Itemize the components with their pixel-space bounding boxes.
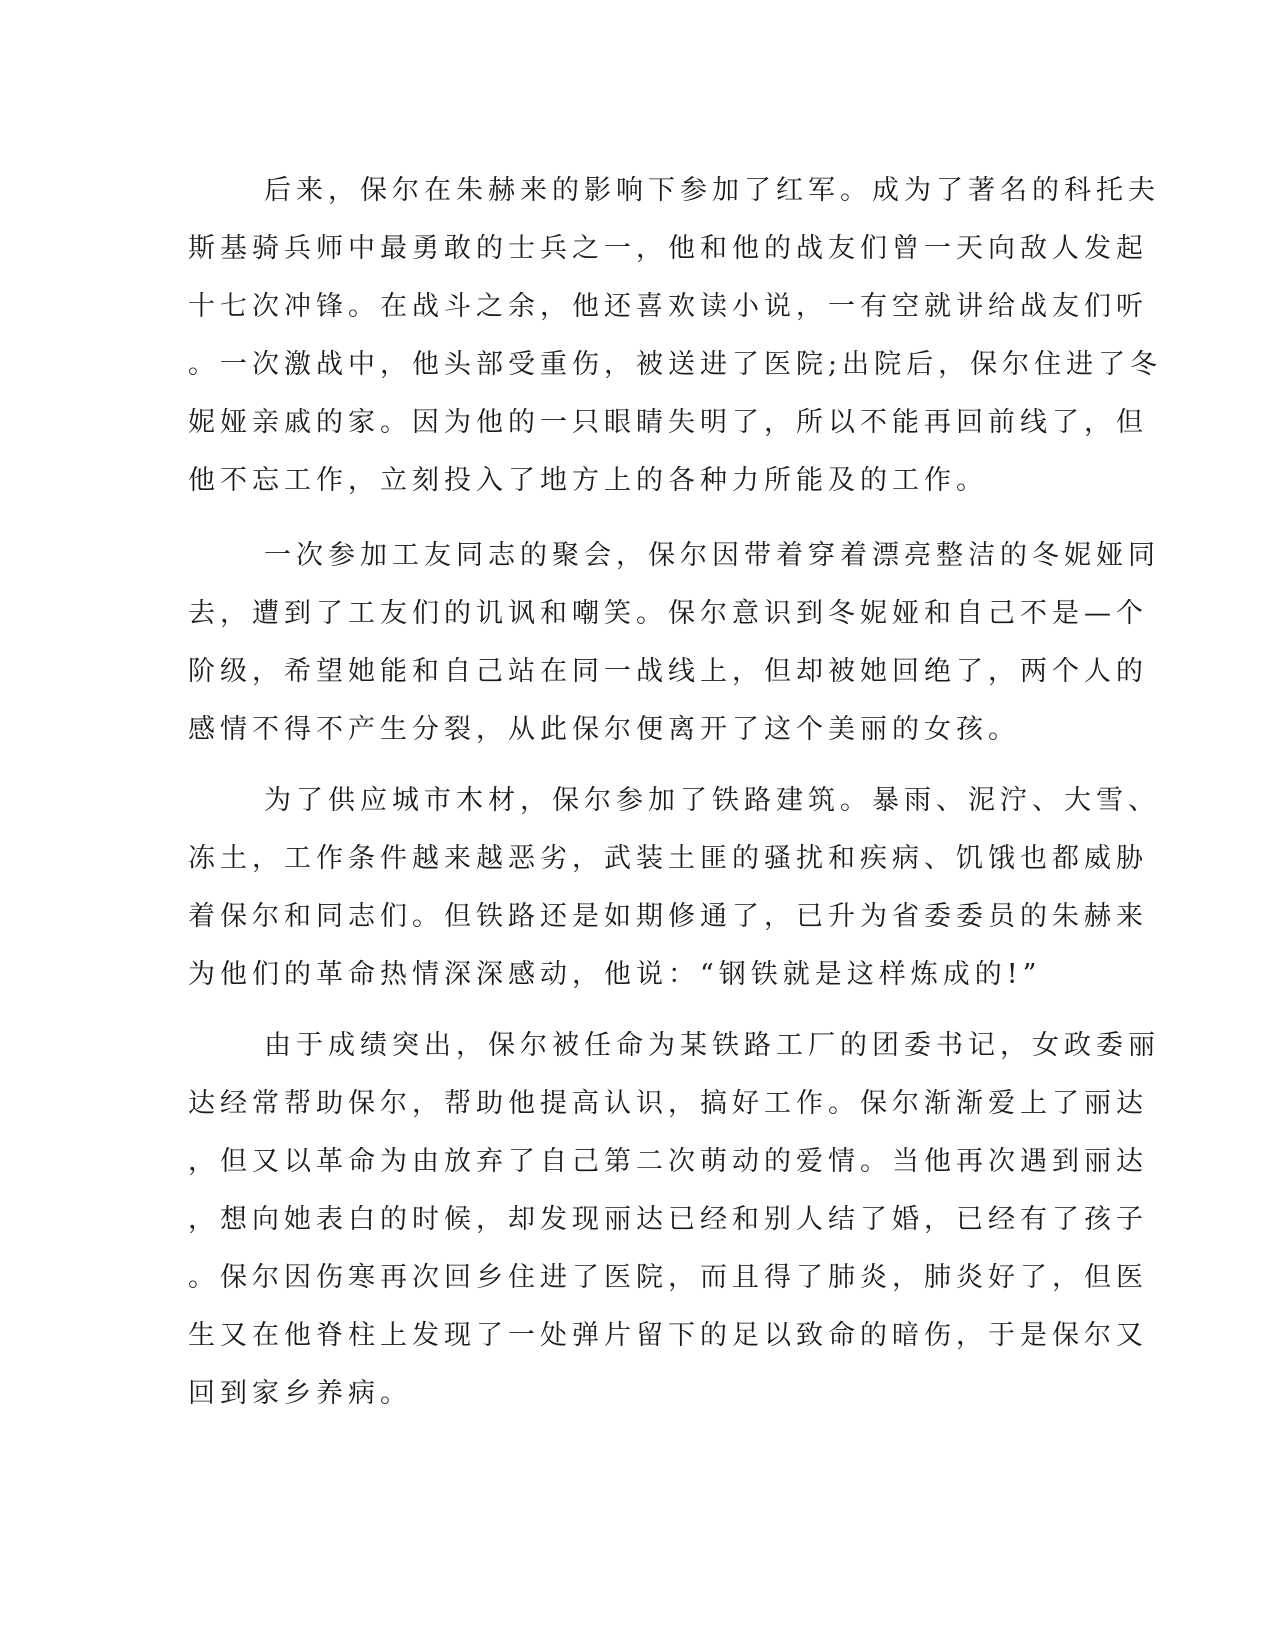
text-line: ，但又以革命为由放弃了自己第二次萌动的爱情。当他再次遇到丽达 xyxy=(188,1146,1148,1177)
paragraph-1 xyxy=(188,162,1163,510)
paragraph-4 xyxy=(188,1017,1160,1423)
text-line: 为他们的革命热情深深感动，他说：“钢铁就是这样炼成的!” xyxy=(188,959,1042,990)
text-line: 达经常帮助保尔，帮助他提高认识，搞好工作。保尔渐渐爱上了丽达 xyxy=(188,1088,1148,1119)
text-line: 着保尔和同志们。但铁路还是如期修通了，已升为省委委员的朱赫来 xyxy=(188,901,1148,932)
text-line: 去，遭到了工友们的讥讽和嘲笑。保尔意识到冬妮娅和自己不是—个 xyxy=(188,598,1148,629)
text-line: 。保尔因伤寒再次回乡住进了医院，而且得了肺炎，肺炎好了，但医 xyxy=(188,1262,1148,1293)
text-line: 。一次激战中，他头部受重伤，被送进了医院;出院后，保尔住进了冬 xyxy=(188,349,1163,380)
text-line: 回到家乡养病。 xyxy=(188,1378,412,1409)
text-line: 生又在他脊柱上发现了一处弹片留下的足以致命的暗伤，于是保尔又 xyxy=(188,1320,1148,1351)
text-line: ，想向她表白的时候，却发现丽达已经和别人结了婚，已经有了孩子 xyxy=(188,1204,1148,1235)
text-line: 冻土，工作条件越来越恶劣，武装土匪的骚扰和疾病、饥饿也都威胁 xyxy=(188,843,1148,874)
text-line: 感情不得不产生分裂，从此保尔便离开了这个美丽的女孩。 xyxy=(188,714,1020,745)
text-line: 斯基骑兵师中最勇敢的士兵之一，他和他的战友们曾一天向敌人发起 xyxy=(188,233,1148,264)
paragraph-3 xyxy=(188,772,1160,1004)
text-line: 为了供应城市木材，保尔参加了铁路建筑。暴雨、泥泞、大雪、 xyxy=(264,785,1160,816)
text-line: 他不忘工作，立刻投入了地方上的各种力所能及的工作。 xyxy=(188,465,988,496)
text-line: 后来，保尔在朱赫来的影响下参加了红军。成为了著名的科托夫 xyxy=(264,175,1160,206)
paragraph-2 xyxy=(188,527,1160,759)
text-line: 阶级，希望她能和自己站在同一战线上，但却被她回绝了，两个人的 xyxy=(188,656,1148,687)
text-line: 由于成绩突出，保尔被任命为某铁路工厂的团委书记，女政委丽 xyxy=(264,1030,1160,1061)
text-line: 一次参加工友同志的聚会，保尔因带着穿着漂亮整洁的冬妮娅同 xyxy=(264,540,1160,571)
text-line: 妮娅亲戚的家。因为他的一只眼睛失明了，所以不能再回前线了，但 xyxy=(188,407,1148,438)
text-line: 十七次冲锋。在战斗之余，他还喜欢读小说，一有空就讲给战友们听 xyxy=(188,291,1148,322)
